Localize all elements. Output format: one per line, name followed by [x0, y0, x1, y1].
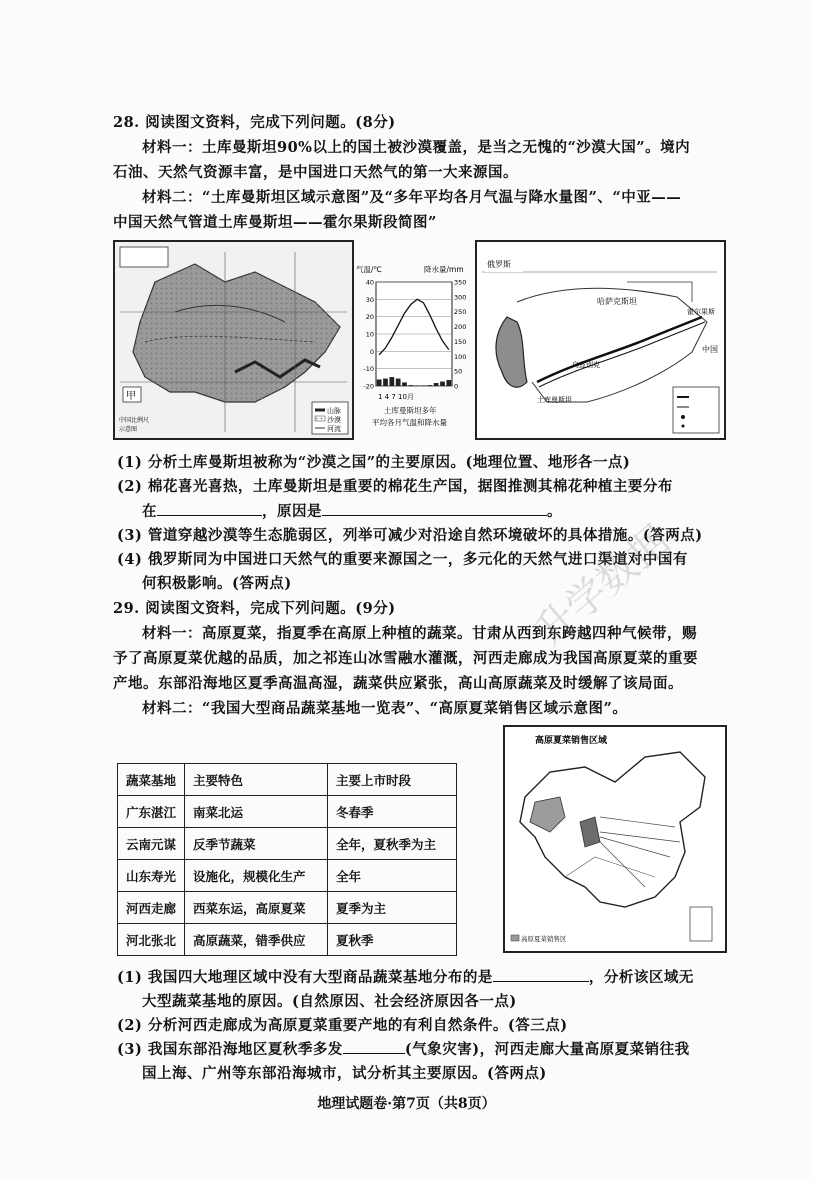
table-header: 蔬菜基地: [118, 764, 185, 796]
q28-sub2-blank1[interactable]: [157, 515, 262, 516]
legend-desert: 沙漠: [327, 416, 341, 424]
table-header: 主要上市时段: [328, 764, 457, 796]
precip-bar: [421, 385, 426, 386]
table-row: [118, 892, 457, 924]
q28-sub2-line2: [142, 500, 562, 521]
q29-sub1-text-b: ，分析该区域无: [588, 969, 694, 986]
table-cell: 设施化，规模化生产: [185, 860, 328, 892]
table-cell: 山东寿光: [118, 860, 185, 892]
watermark: 升学数据: [526, 517, 679, 656]
china-map-legend: 高原夏菜销售区: [521, 935, 567, 943]
table-row: [118, 828, 457, 860]
table-cell: 高原蔬菜，错季供应: [185, 924, 328, 956]
q29-sub3-text-b: (气象灾害)，河西走廊大量高原夏菜销往我: [404, 1041, 690, 1058]
q29-material1-line3: 产地。东部沿海地区夏季高温高湿，蔬菜供应紧张，高山高原蔬菜及时缓解了该局面。: [113, 675, 683, 692]
q29-sub1-line2: 大型蔬菜基地的原因。(自然原因、社会经济原因各一点): [142, 993, 517, 1010]
climate-x-label: 1 4 7 10月: [378, 393, 414, 401]
precip-bar: [434, 383, 439, 386]
right-tick-label: 300: [454, 293, 467, 302]
map1-label-a: 甲: [126, 391, 136, 402]
q28-material1-line2: 石油、天然气资源丰富，是中国进口天然气的第一大来源国。: [113, 164, 518, 181]
q29-sub3-text-a: (3) 我国东部沿海地区夏秋季多发: [117, 1041, 343, 1058]
vegetable-base-table: [117, 763, 457, 956]
table-cell: 全年，夏秋季为主: [328, 828, 457, 860]
climate-right-unit: 降水量/mm: [424, 265, 464, 274]
map1-note-2: 示意图: [119, 426, 138, 433]
turkmenistan-map: [113, 240, 354, 440]
q29-sub3-line1: [117, 1038, 690, 1059]
right-tick-label: 100: [454, 352, 467, 361]
map2-turkmen: 土库曼斯坦: [537, 396, 572, 404]
map2-kazakh: 哈萨克斯坦: [597, 297, 637, 306]
right-tick-label: 0: [454, 382, 459, 391]
left-tick-label: 30: [365, 295, 374, 304]
map2-uzbek: 乌兹别克: [572, 361, 600, 369]
q29-material1-line2: 予了高原夏菜优越的品质，加之祁连山冰雪融水灌溉，河西走廊成为我国高原夏菜的重要: [113, 650, 698, 667]
precip-bar: [389, 377, 394, 386]
page-footer: 地理试题卷·第7页（共8页）: [317, 1096, 496, 1112]
q28-material2-line1: 材料二：“土库曼斯坦区域示意图”及“多年平均各月气温与降水量图”、“中亚——: [142, 189, 682, 206]
precip-bar: [427, 385, 432, 386]
right-tick-label: 350: [454, 278, 467, 287]
right-tick-label: 200: [454, 323, 467, 332]
table-row: [118, 860, 457, 892]
q28-header: 28. 阅读图文资料，完成下列问题。(8分): [113, 114, 396, 131]
table-header: 主要特色: [185, 764, 328, 796]
table-header-row: [118, 764, 457, 796]
table-cell: 夏秋季: [328, 924, 457, 956]
q28-sub4-line1: (4) 俄罗斯同为中国进口天然气的重要来源国之一，多元化的天然气进口渠道对中国有: [117, 551, 688, 568]
table-cell: 广东湛江: [118, 796, 185, 828]
precip-bar: [402, 382, 407, 386]
q29-sub1-line1: [117, 966, 694, 987]
table-cell: 全年: [328, 860, 457, 892]
q29-sub2: (2) 分析河西走廊成为高原夏菜重要产地的有利自然条件。(答三点): [117, 1017, 568, 1034]
climate-caption-2: 平均各月气温和降水量: [372, 418, 447, 427]
q29-header: 29. 阅读图文资料，完成下列问题。(9分): [113, 600, 396, 617]
precip-bar: [396, 379, 401, 386]
q29-sub3-line2: 国上海、广州等东部沿海城市，试分析其主要原因。(答两点): [142, 1065, 547, 1082]
q28-material1-line1: 材料一：土库曼斯坦90%以上的国土被沙漠覆盖，是当之无愧的“沙漠大国”。境内: [142, 139, 691, 156]
table-cell: 河北张北: [118, 924, 185, 956]
china-map-title: 高原夏菜销售区域: [535, 736, 608, 746]
climate-chart: [356, 262, 476, 440]
left-tick-label: 40: [365, 278, 374, 287]
pipeline-map: [475, 240, 726, 440]
q29-material2: 材料二：“我国大型商品蔬菜基地一览表”、“高原夏菜销售区域示意图”。: [142, 700, 628, 717]
left-tick-label: 20: [365, 313, 374, 322]
left-tick-label: 10: [365, 330, 374, 339]
table-cell: 冬春季: [328, 796, 457, 828]
q29-sub1-text-a: (1) 我国四大地理区域中没有大型商品蔬菜基地分布的是: [117, 969, 493, 986]
precip-bar: [446, 380, 451, 386]
table-cell: 河西走廊: [118, 892, 185, 924]
q29-sub3-blank[interactable]: [343, 1053, 405, 1054]
precip-bar: [408, 385, 413, 386]
q28-material2-line2: 中国天然气管道土库曼斯坦——霍尔果斯段简图”: [113, 214, 437, 231]
q28-sub2-reason: ，原因是: [262, 503, 322, 520]
legend-mountain: 山脉: [327, 407, 341, 415]
precip-bar: [383, 379, 388, 386]
left-tick-label: 0: [369, 347, 374, 356]
q28-sub1: (1) 分析土库曼斯坦被称为“沙漠之国”的主要原因。(地理位置、地形各一点): [117, 454, 631, 471]
q28-sub2-line1: (2) 棉花喜光喜热，土库曼斯坦是重要的棉花生产国，据图推测其棉花种植主要分布: [117, 478, 673, 495]
q28-sub4-line2: 何积极影响。(答两点): [142, 575, 292, 592]
table-row: [118, 796, 457, 828]
legend-river: 河流: [327, 425, 341, 433]
right-tick-label: 150: [454, 337, 467, 346]
climate-caption-1: 土库曼斯坦多年: [384, 406, 437, 415]
map2-china: 中国: [702, 345, 718, 354]
map2-horgos: 霍尔果斯: [687, 308, 715, 316]
table-cell: 西菜东运，高原夏菜: [185, 892, 328, 924]
q28-sub2-blank2[interactable]: [322, 515, 547, 516]
china-sales-map: [503, 725, 727, 953]
q29-material1-line1: 材料一：高原夏菜，指夏季在高原上种植的蔬菜。甘肃从西到东跨越四种气候带，赐: [142, 625, 697, 642]
precip-bar: [415, 385, 420, 386]
map2-russia: 俄罗斯: [487, 260, 511, 269]
right-tick-label: 250: [454, 308, 467, 317]
left-tick-label: -20: [363, 382, 374, 391]
right-tick-label: 50: [454, 367, 463, 376]
left-tick-label: -10: [363, 365, 374, 374]
precip-bar: [440, 382, 445, 386]
q28-sub2-zai: 在: [142, 503, 157, 520]
table-cell: 夏季为主: [328, 892, 457, 924]
q28-sub2-end: 。: [547, 503, 562, 520]
q28-sub3: (3) 管道穿越沙漠等生态脆弱区，列举可减少对沿途自然环境破坏的具体措施。(答两点): [117, 527, 703, 544]
table-cell: 反季节蔬菜: [185, 828, 328, 860]
climate-left-unit: 气温/℃: [356, 265, 382, 274]
table-cell: 南菜北运: [185, 796, 328, 828]
q29-sub1-blank[interactable]: [493, 981, 589, 982]
table-cell: 云南元谋: [118, 828, 185, 860]
map1-note-1: 中国比例尺: [119, 417, 150, 424]
table-row: [118, 924, 457, 956]
precip-bar: [377, 379, 382, 386]
